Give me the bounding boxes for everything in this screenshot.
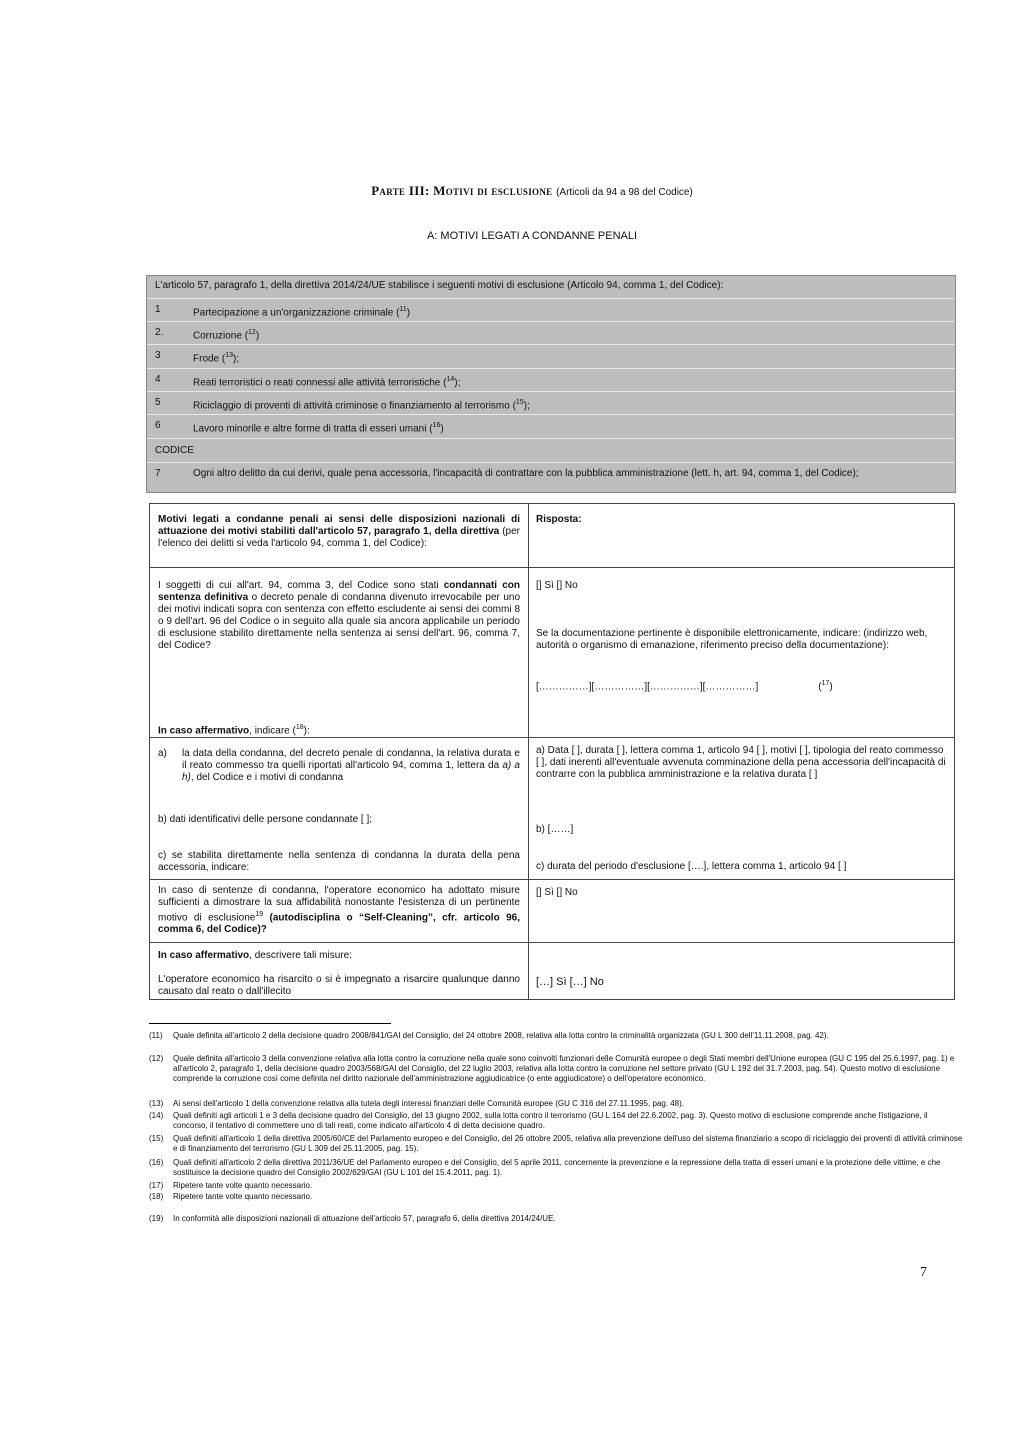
- self-cleaning-question: In caso di sentenze di condanna, l'operatore economico ha adottato misure sufficienti a dimostrare la sua affidabilità nonostante l'esistenza di un pertinente motivo di esclusione$^{19}$ (autodisciplina o “Self-Cleaning”, cfr. articolo 96, comma 6, del Codice)?: [158, 885, 521, 936]
- convictions-table: [149, 503, 955, 1000]
- column-divider: [528, 504, 529, 999]
- row-divider: [150, 567, 954, 568]
- item-a: [158, 748, 520, 784]
- footnote-separator: [149, 1023, 391, 1024]
- codice-label: CODICE: [155, 445, 194, 456]
- item-c-answer[interactable]: c) durata del periodo d'esclusione [….], lettera comma 1, articolo 94 [ ]: [536, 861, 847, 872]
- page-number: 7: [920, 1265, 927, 1280]
- item-number: 1: [155, 304, 161, 315]
- item-text: Partecipazione a un'organizzazione criminale ($^{11}$): [193, 306, 411, 319]
- section-heading: A: MOTIVI LEGATI A CONDANNE PENALI: [426, 230, 638, 242]
- documentation-fields[interactable]: [……………][……………][……………][……………] ($^{17}$): [536, 680, 833, 693]
- title-sub: (Articoli da 94 a 98 del Codice): [556, 187, 693, 198]
- row-divider: [150, 879, 954, 880]
- item-number: 3: [155, 350, 161, 361]
- item-number: 6: [155, 420, 161, 431]
- row-divider: [150, 942, 954, 943]
- item-number: 5: [155, 397, 161, 408]
- item-text: Lavoro minorile e altre forme di tratta di esseri umani ($^{16}$): [193, 422, 444, 435]
- documentation-prompt: Se la documentazione pertinente è disponibile elettronicamente, indicare: (indirizzo web, autorità o organismo di emanazione, riferimento preciso della documentazione):: [536, 628, 928, 651]
- measures-heading: In caso affermativo, descrivere tali misure:: [158, 950, 352, 961]
- list-item: [147, 391, 955, 412]
- title-main: Parte III: Motivi di esclusione: [371, 183, 553, 198]
- item-number: 7: [155, 468, 161, 479]
- table-header-left: Motivi legati a condanne penali ai sensi delle disposizioni nazionali di attuazione dei motivi stabiliti dall'articolo 57, paragrafo 1, della direttiva (per l'elenco dei delitti si veda l'articolo 94, comma 1, del Codice):: [158, 514, 520, 549]
- item-text: Ogni altro delitto da cui derivi, quale pena accessoria, l'incapacità di contrattare con la pubblica amministrazione (lett. h, art. 94, comma 1, del Codice);: [193, 468, 859, 479]
- item-b: b) dati identificativi delle persone condannate [ ];: [158, 814, 373, 825]
- item-number: 4: [155, 374, 161, 385]
- item-a-text: la data della condanna, del decreto penale di condanna, la relativa durata e il reato commesso tra quelli riportati all'articolo 94, comma 1, lettera da a) a h), del Codice e i motivi di condanna: [182, 748, 520, 783]
- item-text: Reati terroristici o reati connessi alle attività terroristiche ($^{14}$);: [193, 376, 461, 389]
- grey-box-codice-row: [147, 438, 955, 456]
- item-text: Frode ($^{13}$);: [193, 352, 240, 365]
- list-item: [147, 368, 955, 389]
- compensation-question: L'operatore economico ha risarcito o si è impegnato a risarcire qualunque danno causato dal reato o dall'illecito: [158, 974, 520, 997]
- exclusion-grounds-box: [146, 275, 956, 493]
- item-b-answer[interactable]: b) [……]: [536, 824, 574, 835]
- list-item: [147, 321, 955, 342]
- grey-box-intro: L'articolo 57, paragrafo 1, della direttiva 2014/24/UE stabilisce i seguenti motivi di esclusione (Articolo 94, comma 1, del Codice):: [155, 280, 724, 291]
- list-item: [147, 344, 955, 365]
- item-text: Corruzione ($^{12}$): [193, 329, 260, 342]
- item-a-answer[interactable]: a) Data [ ], durata [ ], lettera comma 1, articolo 94 [ ], motivi [ ], tipologia del reato commesso [ ], dati inerenti all'eventuale avvenuta comminazione della pena accessoria dell'incapacità di contrarre con la pubblica amministrazione e la relativa durata [ ]: [536, 745, 946, 780]
- conviction-question: I soggetti di cui all'art. 94, comma 3, del Codice sono stati condannati con sentenza definitiva o decreto penale di condanna divenuto irrevocabile per uno dei motivi indicati sopra con sentenza con effetto escludente ai sensi dei commi 8 o 9 dell'art. 96 del Codice o in seguito alla quale sia ancora applicabile un periodo di esclusione stabilito direttamente nella sentenza ai sensi dell'art. 96, comma 7, del Codice?: [158, 580, 521, 651]
- page-title: [0, 183, 1024, 199]
- compensation-answer-checkbox[interactable]: […] Sì […] No: [536, 976, 604, 988]
- item-text: Riciclaggio di proventi di attività criminose o finanziamento al terrorismo ($^{15}$);: [193, 399, 530, 412]
- item-c: c) se stabilita direttamente nella sentenza di condanna la durata della pena accessoria, indicare:: [158, 850, 520, 873]
- conviction-answer-checkbox[interactable]: [] Sì [] No: [536, 580, 578, 591]
- table-header-right: Risposta:: [536, 514, 582, 525]
- self-cleaning-answer-checkbox[interactable]: [] Sì [] No: [536, 887, 578, 898]
- affirmative-heading-text: In caso affermativo, indicare ($^{18}$):: [158, 724, 310, 737]
- item-a-mark: a): [158, 748, 167, 759]
- list-item: [147, 414, 955, 435]
- list-item: [147, 462, 955, 479]
- item-number: 2.: [155, 327, 164, 338]
- list-item: [147, 298, 955, 319]
